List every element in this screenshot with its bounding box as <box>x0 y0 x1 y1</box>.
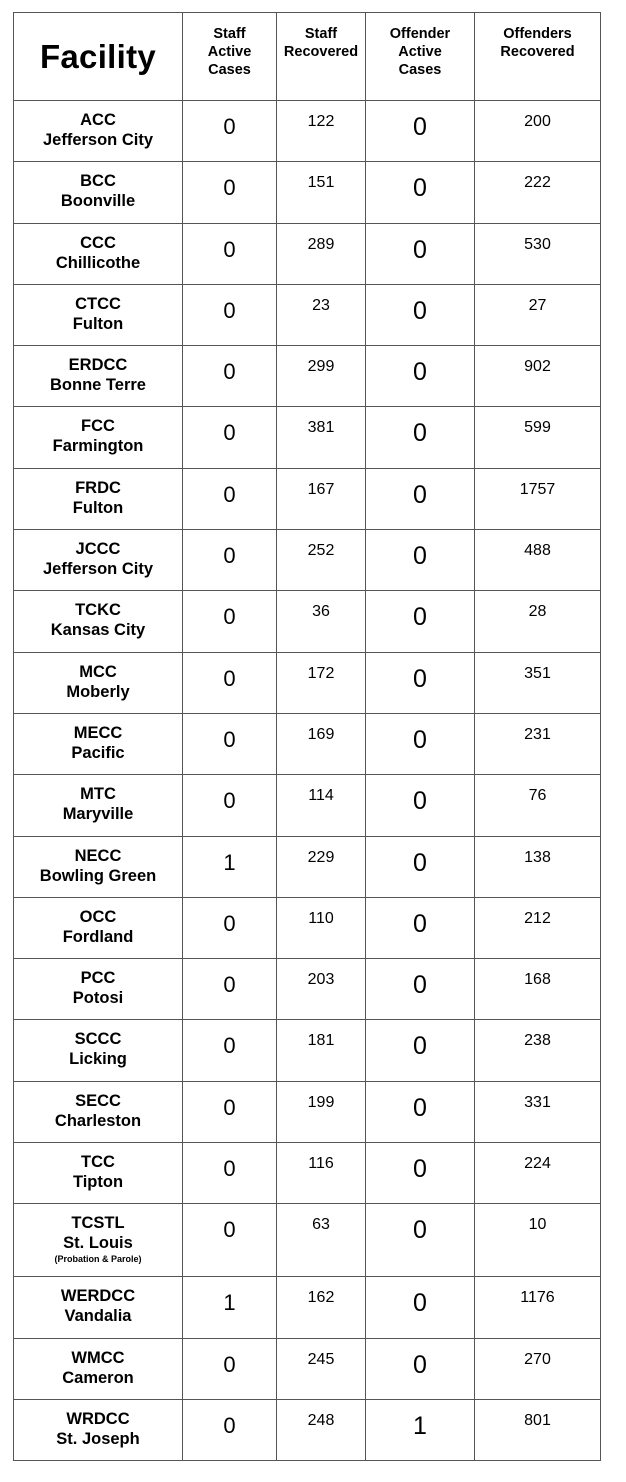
table-row <box>14 1338 601 1399</box>
facility-code: OCC <box>79 907 117 926</box>
staff-active-cell: 0 <box>183 1399 277 1460</box>
facility-city: Boonville <box>60 192 136 211</box>
staff-active-cell: 0 <box>183 1204 277 1277</box>
facility-cell <box>14 101 183 162</box>
covid-cases-table <box>13 12 601 1461</box>
staff-active-cell: 0 <box>183 959 277 1020</box>
staff-recovered-cell: 114 <box>277 775 366 836</box>
facility-city: St. Joseph <box>56 1429 140 1448</box>
facility-city: Farmington <box>52 437 144 456</box>
facility-code: TCSTL <box>71 1214 125 1233</box>
facility-code: JCCC <box>75 540 121 559</box>
facility-city: Jefferson City <box>42 131 154 149</box>
header-line: Cases <box>208 62 251 78</box>
staff-active-cell: 0 <box>183 101 277 162</box>
staff-recovered-cell: 122 <box>277 101 366 162</box>
facility-city: Potosi <box>72 989 124 1008</box>
offenders-recovered-cell: 224 <box>475 1143 601 1204</box>
offender-active-cell: 0 <box>366 775 475 836</box>
staff-active-cell: 1 <box>183 836 277 897</box>
facility-cell <box>14 1081 183 1142</box>
header-line: Staff <box>213 26 246 42</box>
offenders-recovered-cell: 1176 <box>475 1277 601 1338</box>
offender-active-cell: 0 <box>366 1204 475 1277</box>
facility-code: BCC <box>80 172 116 191</box>
staff-recovered-cell: 172 <box>277 652 366 713</box>
facility-cell <box>14 223 183 284</box>
offenders-recovered-cell: 1757 <box>475 468 601 529</box>
offender-active-cell: 0 <box>366 836 475 897</box>
staff-recovered-cell: 252 <box>277 530 366 591</box>
facility-code: WRDCC <box>66 1409 130 1428</box>
offender-active-cell: 0 <box>366 1143 475 1204</box>
staff-active-cell: 0 <box>183 162 277 223</box>
header-line: Offenders <box>503 26 572 42</box>
facility-code: FRDC <box>75 478 121 497</box>
facility-city: Cameron <box>62 1368 134 1387</box>
staff-active-cell: 0 <box>183 591 277 652</box>
facility-code: TCKC <box>75 601 121 620</box>
staff-recovered-cell: 248 <box>277 1399 366 1460</box>
offender-active-cell: 0 <box>366 223 475 284</box>
facility-city: Licking <box>69 1050 127 1069</box>
offender-active-cell: 0 <box>366 162 475 223</box>
facility-cell <box>14 959 183 1020</box>
facility-cell <box>14 1399 183 1460</box>
facility-code: FCC <box>81 417 115 436</box>
staff-active-cell: 0 <box>183 1020 277 1081</box>
table-row <box>14 836 601 897</box>
staff-recovered-cell: 289 <box>277 223 366 284</box>
table-row <box>14 284 601 345</box>
header-line: Staff <box>304 26 338 42</box>
staff-active-cell: 0 <box>183 713 277 774</box>
staff-active-cell: 0 <box>183 346 277 407</box>
facility-city: Vandalia <box>64 1307 132 1326</box>
facility-cell <box>14 713 183 774</box>
facility-city: St. Louis <box>63 1234 133 1253</box>
facility-cell <box>14 897 183 958</box>
offender-active-cell: 0 <box>366 591 475 652</box>
header-line: Recovered <box>283 44 359 60</box>
facility-header: Facility <box>14 13 183 101</box>
offender-active-cell: 0 <box>366 1277 475 1338</box>
offender-active-cell: 0 <box>366 346 475 407</box>
offenders-recovered-cell: 488 <box>475 530 601 591</box>
facility-code: MECC <box>73 723 123 742</box>
staff-recovered-cell: 110 <box>277 897 366 958</box>
facility-cell <box>14 407 183 468</box>
facility-cell <box>14 1338 183 1399</box>
facility-city: Charleston <box>54 1111 142 1130</box>
facility-code: NECC <box>74 846 122 865</box>
table-row <box>14 775 601 836</box>
staff-recovered-cell: 181 <box>277 1020 366 1081</box>
facility-city: Bonne Terre <box>50 376 146 395</box>
facility-cell <box>14 775 183 836</box>
staff-recovered-cell: 203 <box>277 959 366 1020</box>
facility-code: CTCC <box>75 294 121 313</box>
facility-cell <box>14 591 183 652</box>
facility-city: Maryville <box>62 805 134 824</box>
offender-active-cell: 1 <box>366 1399 475 1460</box>
staff-active-header <box>183 13 277 101</box>
staff-recovered-cell: 36 <box>277 591 366 652</box>
staff-recovered-cell: 245 <box>277 1338 366 1399</box>
facility-city: Fulton <box>72 314 124 333</box>
table-row <box>14 1277 601 1338</box>
table-row <box>14 162 601 223</box>
table-body <box>14 101 601 1461</box>
table-row <box>14 1399 601 1460</box>
facility-cell <box>14 162 183 223</box>
offenders-recovered-header <box>475 13 601 101</box>
offenders-recovered-cell: 231 <box>475 713 601 774</box>
offender-active-cell: 0 <box>366 1020 475 1081</box>
offenders-recovered-cell: 168 <box>475 959 601 1020</box>
table-row <box>14 346 601 407</box>
facility-code: CCC <box>80 233 116 252</box>
staff-active-cell: 0 <box>183 1338 277 1399</box>
staff-recovered-cell: 162 <box>277 1277 366 1338</box>
staff-recovered-cell: 199 <box>277 1081 366 1142</box>
staff-recovered-cell: 381 <box>277 407 366 468</box>
facility-city: Moberly <box>66 682 130 701</box>
facility-city: Tipton <box>72 1173 124 1192</box>
staff-active-cell: 0 <box>183 897 277 958</box>
facility-city: Jefferson City <box>42 560 154 579</box>
table-row <box>14 652 601 713</box>
staff-active-cell: 0 <box>183 652 277 713</box>
offenders-recovered-cell: 27 <box>475 284 601 345</box>
staff-recovered-header <box>277 13 366 101</box>
staff-active-cell: 0 <box>183 530 277 591</box>
offender-active-header <box>366 13 475 101</box>
facility-cell <box>14 284 183 345</box>
facility-code: ERDCC <box>68 356 128 375</box>
facility-code: MCC <box>79 662 117 681</box>
header-line: Active <box>207 44 252 60</box>
staff-recovered-cell: 169 <box>277 713 366 774</box>
staff-active-cell: 0 <box>183 775 277 836</box>
facility-city: Bowling Green <box>39 866 157 885</box>
facility-city: Fulton <box>72 498 124 517</box>
offenders-recovered-cell: 222 <box>475 162 601 223</box>
offenders-recovered-cell: 902 <box>475 346 601 407</box>
staff-active-cell: 0 <box>183 223 277 284</box>
facility-city: Chillicothe <box>55 253 141 272</box>
staff-recovered-cell: 167 <box>277 468 366 529</box>
facility-cell <box>14 836 183 897</box>
offenders-recovered-cell: 351 <box>475 652 601 713</box>
offenders-recovered-cell: 530 <box>475 223 601 284</box>
table-row <box>14 897 601 958</box>
facility-code: PCC <box>80 969 116 988</box>
staff-active-cell: 1 <box>183 1277 277 1338</box>
facility-code: MTC <box>80 785 116 804</box>
staff-active-cell: 0 <box>183 1143 277 1204</box>
facility-code: TCC <box>81 1153 115 1172</box>
staff-active-cell: 0 <box>183 468 277 529</box>
table-row <box>14 959 601 1020</box>
header-line: Recovered <box>500 44 575 60</box>
offender-active-cell: 0 <box>366 530 475 591</box>
facility-code: SECC <box>75 1091 121 1110</box>
table-row <box>14 468 601 529</box>
table-row <box>14 530 601 591</box>
facility-cell <box>14 1204 183 1277</box>
facility-city: Fordland <box>62 927 134 946</box>
staff-recovered-cell: 229 <box>277 836 366 897</box>
table-row <box>14 1204 601 1277</box>
table-row <box>14 101 601 162</box>
staff-recovered-cell: 151 <box>277 162 366 223</box>
offenders-recovered-cell: 331 <box>475 1081 601 1142</box>
table-row <box>14 1143 601 1204</box>
offenders-recovered-cell: 270 <box>475 1338 601 1399</box>
offenders-recovered-cell: 76 <box>475 775 601 836</box>
table-row <box>14 1020 601 1081</box>
facility-cell <box>14 652 183 713</box>
table-row <box>14 713 601 774</box>
facility-note: (Probation & Parole) <box>54 1254 142 1265</box>
staff-recovered-cell: 116 <box>277 1143 366 1204</box>
staff-active-cell: 0 <box>183 1081 277 1142</box>
header-line: Offender <box>389 26 451 42</box>
table-row <box>14 223 601 284</box>
table-row <box>14 407 601 468</box>
facility-cell <box>14 1143 183 1204</box>
facility-city: Kansas City <box>50 621 146 640</box>
facility-code: WERDCC <box>60 1287 136 1306</box>
offenders-recovered-cell: 28 <box>475 591 601 652</box>
facility-code: SCCC <box>74 1030 122 1049</box>
offenders-recovered-cell: 138 <box>475 836 601 897</box>
offender-active-cell: 0 <box>366 897 475 958</box>
table-row <box>14 1081 601 1142</box>
facility-cell <box>14 530 183 591</box>
offender-active-cell: 0 <box>366 468 475 529</box>
offender-active-cell: 0 <box>366 407 475 468</box>
facility-cell <box>14 1277 183 1338</box>
facility-cell <box>14 468 183 529</box>
offender-active-cell: 0 <box>366 959 475 1020</box>
offender-active-cell: 0 <box>366 284 475 345</box>
offender-active-cell: 0 <box>366 713 475 774</box>
offenders-recovered-cell: 200 <box>475 101 601 162</box>
header-row <box>14 13 601 101</box>
offenders-recovered-cell: 599 <box>475 407 601 468</box>
staff-recovered-cell: 63 <box>277 1204 366 1277</box>
offender-active-cell: 0 <box>366 652 475 713</box>
staff-recovered-cell: 23 <box>277 284 366 345</box>
facility-code: ACC <box>80 111 116 129</box>
facility-cell <box>14 1020 183 1081</box>
header-line: Cases <box>398 62 442 78</box>
table-row <box>14 591 601 652</box>
header-line: Active <box>398 44 442 60</box>
offenders-recovered-cell: 10 <box>475 1204 601 1277</box>
staff-active-cell: 0 <box>183 284 277 345</box>
offender-active-cell: 0 <box>366 1338 475 1399</box>
offender-active-cell: 0 <box>366 1081 475 1142</box>
facility-city: Pacific <box>71 743 125 762</box>
offenders-recovered-cell: 801 <box>475 1399 601 1460</box>
offenders-recovered-cell: 238 <box>475 1020 601 1081</box>
offenders-recovered-cell: 212 <box>475 897 601 958</box>
facility-cell <box>14 346 183 407</box>
staff-recovered-cell: 299 <box>277 346 366 407</box>
facility-code: WMCC <box>71 1348 125 1367</box>
offender-active-cell: 0 <box>366 101 475 162</box>
staff-active-cell: 0 <box>183 407 277 468</box>
